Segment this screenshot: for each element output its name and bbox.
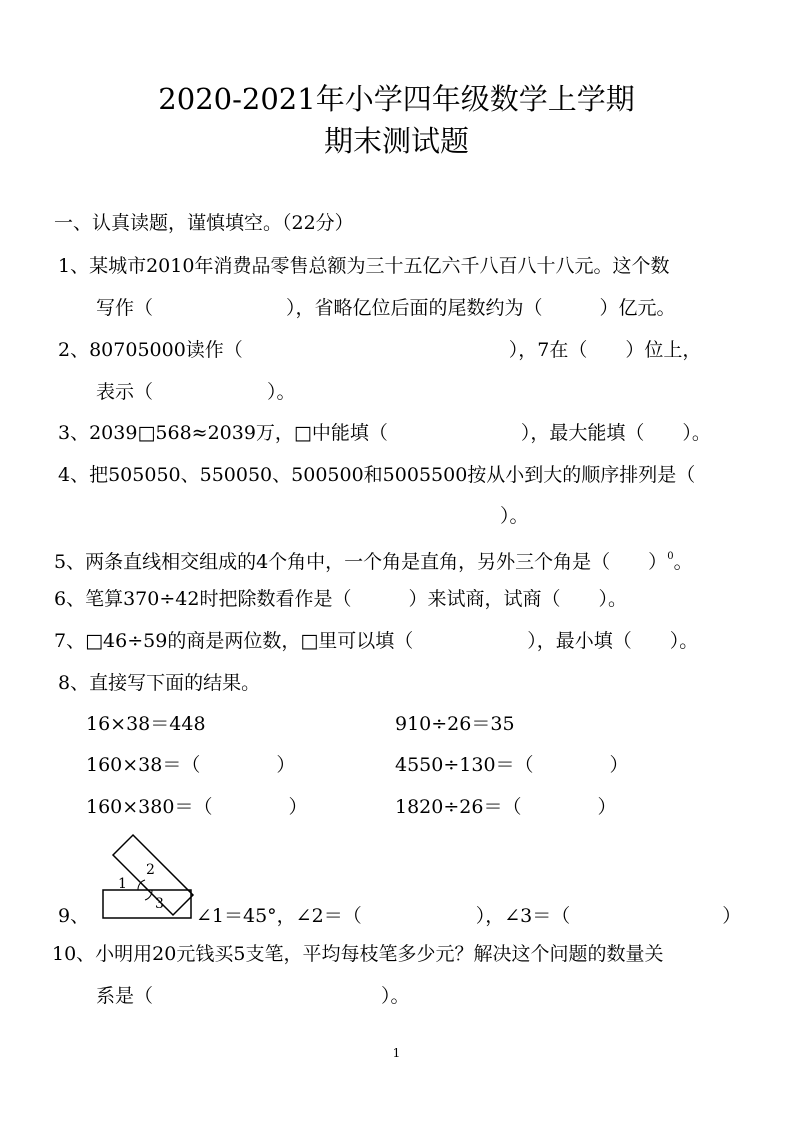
q9-angle-figure — [100, 832, 200, 922]
q5-line — [54, 546, 693, 573]
q9-prefix: 9、 — [58, 905, 90, 927]
q8-row-3-right: 1820÷26＝（ ） — [395, 796, 617, 818]
q4-line-2: ）。 — [500, 505, 529, 527]
section-heading: 一、认真读题，谨慎填空。（22分） — [54, 212, 354, 234]
q3-line: 3、2039□568≈2039万，□中能填（ ），最大能填（ ）。 — [58, 422, 711, 444]
q5-text: 5、两条直线相交组成的4个角中，一个角是直角，另外三个角是（ ） — [54, 551, 668, 573]
q2-line-1: 2、80705000读作（ ），7在（ ）位上， — [58, 339, 702, 361]
q8-row-3-left: 160×380＝（ ） — [86, 796, 308, 818]
q8-row-1-left: 16×38＝448 — [86, 713, 206, 735]
angle-label-1: 1 — [118, 876, 127, 892]
angle-label-3: 3 — [155, 896, 164, 912]
q10-line-2: 系是（ ）。 — [96, 985, 410, 1007]
horizontal-strip — [103, 890, 191, 918]
q8-row-1-right: 910÷26＝35 — [395, 713, 515, 735]
q1-line-1: 1、某城市2010年消费品零售总额为三十五亿六千八百八十八元。这个数 — [58, 255, 670, 277]
q8-row-2-left: 160×38＝（ ） — [86, 754, 296, 776]
title-line-1: 2020-2021年小学四年级数学上学期 — [158, 82, 635, 116]
q2-line-2: 表示（ ）。 — [96, 381, 296, 403]
q7-line: 7、□46÷59的商是两位数，□里可以填（ ），最小填（ ）。 — [54, 630, 699, 652]
q4-line-1: 4、把505050、550050、500500和5005500按从小到大的顺序排列是（ — [58, 464, 696, 486]
q6-line: 6、笔算370÷42时把除数看作是（ ）来试商，试商（ ）。 — [54, 588, 627, 610]
title-line-2: 期末测试题 — [323, 124, 469, 158]
q9-text: ∠1＝45°，∠2＝（ ），∠3＝（ ） — [196, 905, 742, 927]
q5-end: 。 — [673, 551, 693, 573]
q10-line-1: 10、小明用20元钱买5支笔，平均每枝笔多少元？解决这个问题的数量关 — [52, 943, 664, 965]
page-number: 1 — [392, 1046, 401, 1060]
q8-heading: 8、直接写下面的结果。 — [58, 672, 261, 694]
q5-superscript: 0 — [667, 551, 674, 562]
q1-line-2: 写作（ ），省略亿位后面的尾数约为（ ）亿元。 — [96, 297, 676, 319]
angle-label-2: 2 — [146, 862, 155, 878]
q8-row-2-right: 4550÷130＝（ ） — [395, 754, 629, 776]
